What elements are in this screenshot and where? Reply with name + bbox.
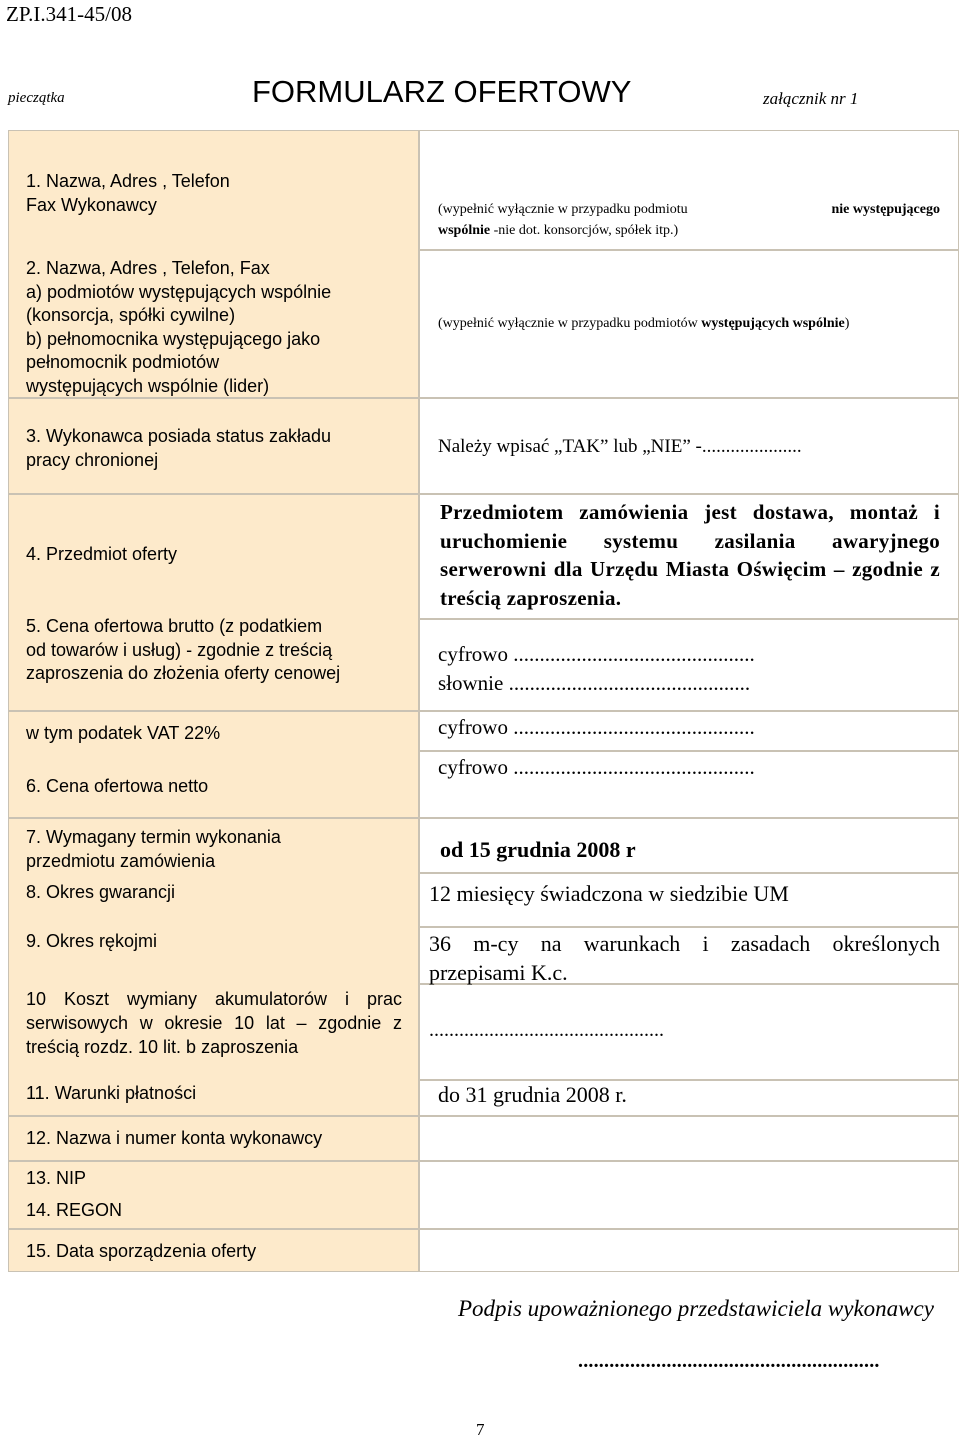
row-3-value: Należy wpisać „TAK” lub „NIE” -.....................: [438, 436, 802, 457]
document-reference: ZP.I.341-45/08: [6, 2, 132, 26]
vat-value: cyfrowo ..............................................: [438, 715, 755, 739]
row-11-value: do 31 grudnia 2008 r.: [438, 1082, 627, 1107]
row-3-label: 3. Wykonawca posiada status zakładu pracy chronionej: [26, 426, 332, 470]
row-9-value: 36 m-cy na warunkach i zasadach określonych przepisami K.c.: [429, 931, 940, 985]
row-5-value-digits: cyfrowo ..............................................: [438, 642, 755, 666]
row-4-value: Przedmiotem zamówienia jest dostawa, montaż i uruchomienie systemu zasilania awaryjnego serwerowni dla Urzędu Miasta Oświęcim – zgodnie z treścią zaproszenia.: [440, 500, 940, 610]
vat-label: w tym podatek VAT 22%: [26, 723, 221, 743]
row-15-label: 15. Data sporządzenia oferty: [26, 1241, 257, 1261]
value-cell-13-14: [419, 1161, 959, 1229]
row-8-label: 8. Okres gwarancji: [26, 882, 176, 902]
row-5-value-words: słownie ..............................................: [438, 671, 751, 695]
row-10-value: ...............................................: [429, 1019, 664, 1041]
row-12-label: 12. Nazwa i numer konta wykonawcy: [26, 1128, 323, 1148]
signature-line: ..........................................................: [578, 1350, 880, 1372]
row-1-note: (wypełnić wyłącznie w przypadku podmiotu nie występującego wspólnie -nie dot. konsorcjów, spółek itp.): [438, 202, 940, 238]
row-6-label: 6. Cena ofertowa netto: [26, 776, 209, 796]
row-6-value: cyfrowo ..............................................: [438, 755, 755, 779]
annex-label: załącznik nr 1: [763, 89, 859, 108]
row-5-label: 5. Cena ofertowa brutto (z podatkiem od towarów i usług) - zgodnie z treścią zaproszenia do złożenia oferty cenowej: [26, 616, 341, 683]
page-number: 7: [476, 1420, 485, 1439]
row-7-label: 7. Wymagany termin wykonania przedmiotu zamówienia: [26, 827, 281, 871]
value-cell-15: [419, 1229, 959, 1272]
row-9-label: 9. Okres rękojmi: [26, 931, 158, 951]
row-2-label: 2. Nazwa, Adres , Telefon, Fax a) podmiotów występujących wspólnie (konsorcja, spółki cywilne) b) pełnomocnika występującego jako pełnomocnik podmiotów występujących wspólnie (lider): [26, 258, 332, 396]
row-1-label: 1. Nazwa, Adres , Telefon Fax Wykonawcy: [26, 171, 230, 215]
row-14-label: 14. REGON: [26, 1200, 123, 1220]
stamp-label: pieczątka: [8, 90, 65, 106]
row-8-value: 12 miesięcy świadczona w siedzibie UM: [429, 881, 789, 906]
signature-label: Podpis upoważnionego przedstawiciela wykonawcy: [458, 1296, 934, 1321]
value-cell-12: [419, 1116, 959, 1161]
row-11-label: 11. Warunki płatności: [26, 1083, 197, 1103]
row-13-label: 13. NIP: [26, 1168, 87, 1188]
row-7-value: od 15 grudnia 2008 r: [440, 837, 636, 862]
page-title: FORMULARZ OFERTOWY: [252, 74, 632, 109]
row-4-label: 4. Przedmiot oferty: [26, 544, 178, 564]
row-10-label: 10 Koszt wymiany akumulatorów i prac serwisowych w okresie 10 lat – zgodnie z treścią rozdz. 10 lit. b zaproszenia: [26, 989, 402, 1057]
row-2-note: (wypełnić wyłącznie w przypadku podmiotów występujących wspólnie): [438, 316, 850, 331]
